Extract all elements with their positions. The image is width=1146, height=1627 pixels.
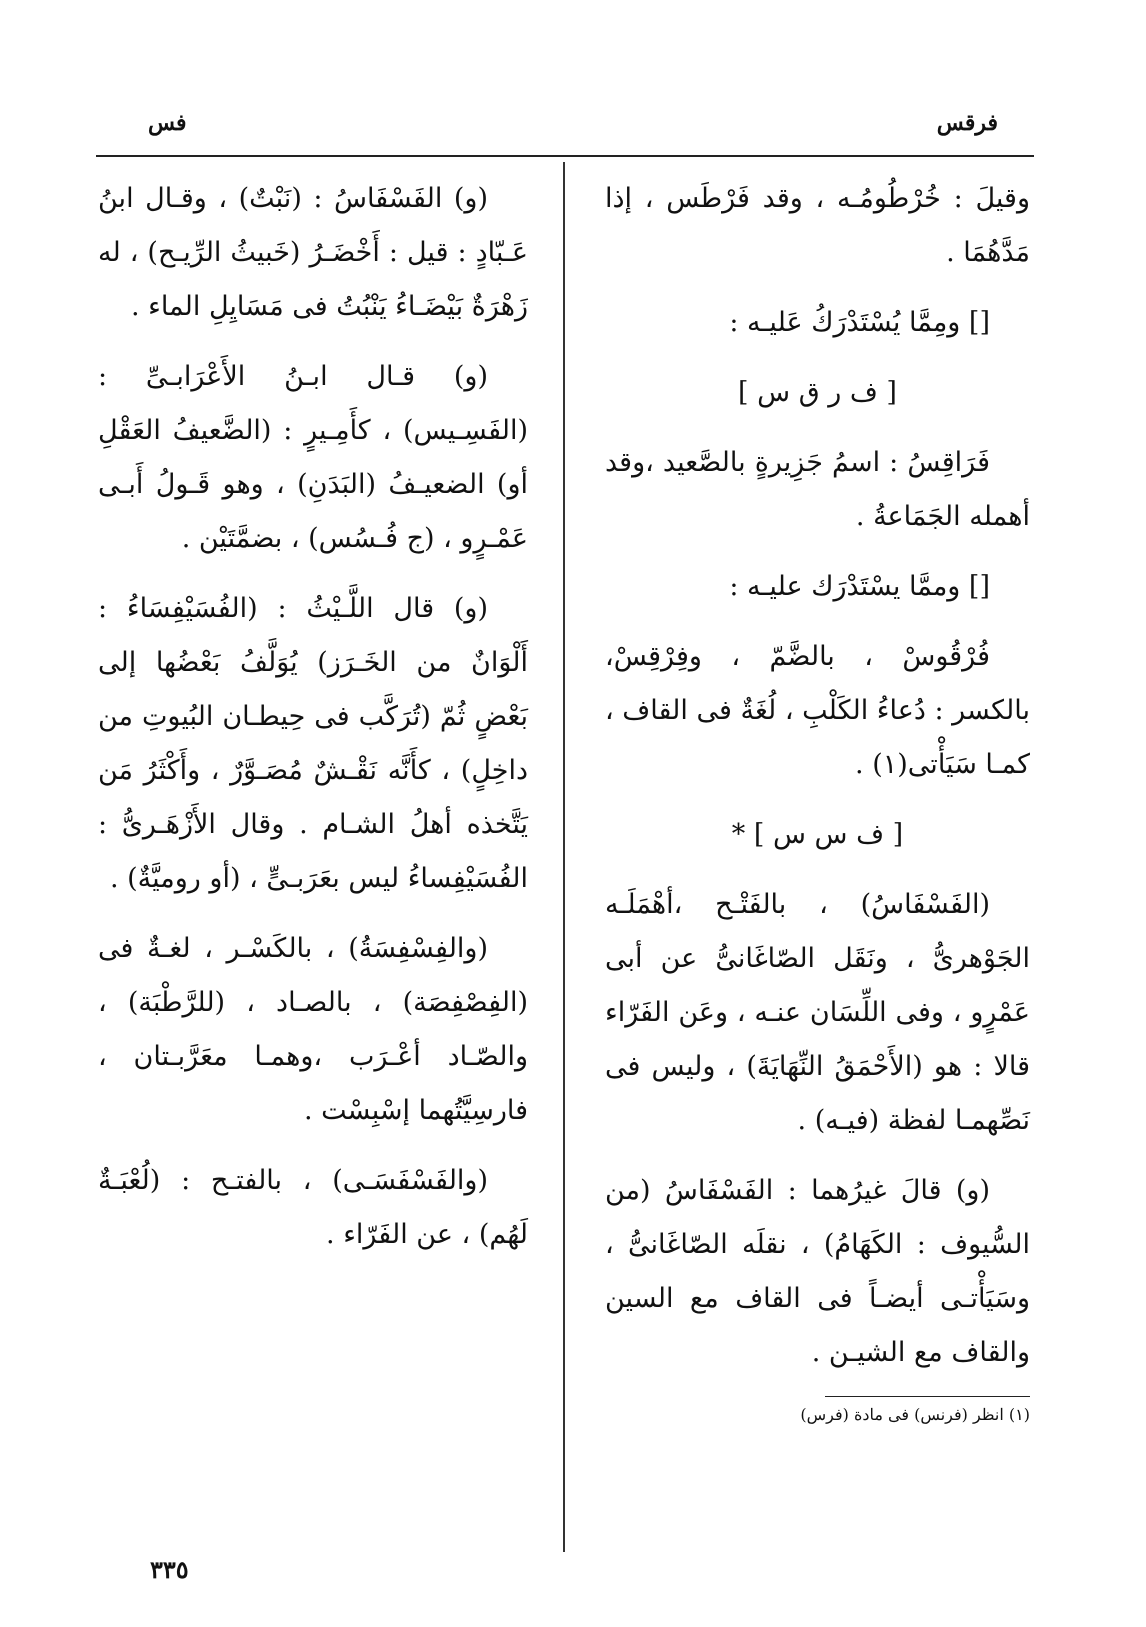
- left-column: [98, 172, 528, 1278]
- left-paragraph-1: (و) الفَسْفَاسُ : (نَبْتٌ) ، وقـال ابنُ عَـبّادٍ : قيل : أَخْضَـرُ (خَبيثُ الرِّيـح) ، له زَهْرَةٌ بَيْضَـاءُ يَنْبُتُ فى مَسَايِلِ الماء .: [98, 183, 528, 322]
- footnote: (١) انظر (فرنس) فى مادة (فرس): [800, 1405, 1030, 1424]
- left-paragraph-2: (و) قـال ابـنُ الأَعْرَابـىِّ : (الفَسِـيس) ، كأَمِـيرٍ : (الضَّعيفُ العَقْلِ أو) الضعيـفُ (البَدَنِ) ، وهو قَـولُ أَبـى عَمْـرٍو ، (ج فُـسُس) ، بضمَّتَيْن .: [98, 361, 528, 554]
- left-paragraph-4: (والفِسْفِسَةُ) ، بالكَسْـر ، لغـةٌ فى (الفِصْفِصَة) ، بالصـاد ، (للرَّطْبَة) ، والصّـاد أعْـرَب ،وهمـا معَرَّبـتان ، فارسِيَّتُهما إسْبِسْت .: [98, 933, 528, 1126]
- right-paragraph-1: وقيلَ : خُرْطُومُـه ، وقد فَرْطَس ، إذا مَدَّهُمَا .: [605, 183, 1030, 268]
- page-number: ٣٣٥: [150, 1555, 189, 1584]
- right-paragraph-3: فَرَاقِسُ : اسمُ جَزِيرةٍ بالصَّعيد ،وقد أهمله الجَمَاعةُ .: [605, 447, 1030, 532]
- header-rule: [96, 155, 1034, 157]
- right-paragraph-7: (و) قالَ غيرُهما : الفَسْفَاسُ (من السُّيوف : الكَهَامُ) ، نقلَه الصّاغَانىُّ ، وسَيَأْتـى أيضـاً فى القاف مع السين والقاف مع الشيـن .: [605, 1175, 1030, 1368]
- running-head-left: فس: [148, 110, 187, 136]
- right-paragraph-4: [] وممَّا يسْتَدْرَك عليـه :: [729, 571, 990, 602]
- left-paragraph-3: (و) قال اللَّـيْثُ : (الفُسَيْفِسَاءُ : أَلْوَانٌ من الخَـرَز) يُوَلَّفُ بَعْضُها إلى بَعْضٍ ثُمّ (تُرَكَّب فى حِيطـان البُيوتِ من داخِلٍ) ، كأَنَّه نَقْـشٌ مُصَـوَّرٌ ، وأَكْثَرُ مَن يَتَّخذه أهلُ الشـام . وقال الأَزْهَـرىُّ : الفُسَيْفِساءُ ليس بعَرَبـىٍّ ، (أو روميَّةٌ) .: [98, 593, 528, 894]
- right-paragraph-6: (الفَسْفَاسُ) ، بالفَتْـح ،أهْمَلَـه الجَوْهرىُّ ، ونَقَل الصّاغَانىُّ عن أبى عَمْرٍو ، وفى اللِّسَان عنـه ، وعَن الفَرّاء قالا : هو (الأَحْمَقُ النِّهَايَةَ) ، وليس فى نَصِّهمـا لفظة (فيـه) .: [605, 889, 1030, 1136]
- footnote-rule: [825, 1396, 1030, 1397]
- right-paragraph-5: فُرْقُوسْ ، بالضَّمّ ، وفِرْقِسْ، بالكسر : دُعاءُ الكَلْبِ ، لُغَةٌ فى القاف ، كمـا سَيَأْتى(١) .: [605, 641, 1030, 780]
- right-column: [605, 172, 1030, 1429]
- entry-heading-fss: [ ف س س ] *: [731, 819, 904, 850]
- left-paragraph-5: (والفَسْفَسَـى) ، بالفتـح : (لُعْبَـةٌ لَهُم) ، عن الفَرّاء .: [98, 1165, 528, 1250]
- entry-heading-frqs: [ ف ر ق س ]: [738, 377, 897, 408]
- running-head-right: فرقس: [936, 110, 998, 136]
- column-divider: [563, 162, 565, 1552]
- right-paragraph-2: [] ومِمَّا يُسْتَدْرَكُ عَليـه :: [729, 307, 990, 338]
